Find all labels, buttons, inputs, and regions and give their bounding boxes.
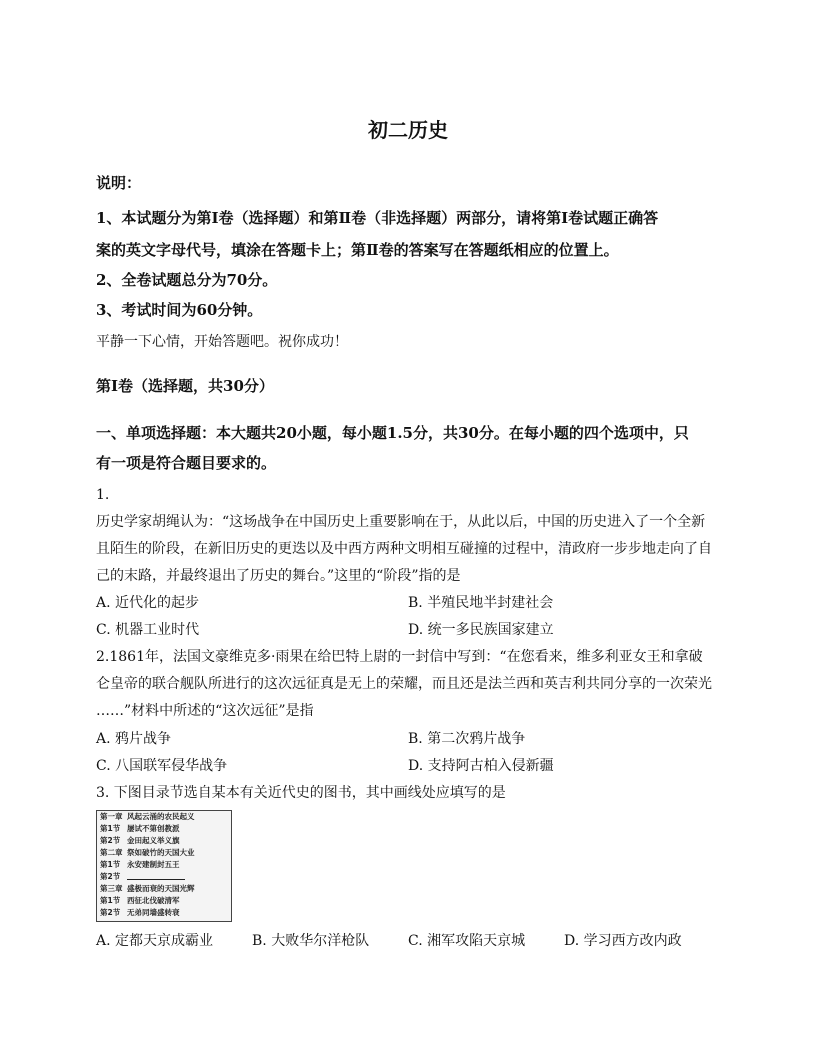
q2-stem-line-1: 2.1861年，法国文豪维克多·雨果在给巴特上尉的一封信中写到：“在您看来，维多利亚女王和拿破 — [96, 649, 703, 665]
q1-stem-line-2: 且陌生的阶段，在新旧历史的更迭以及中西方两种文明相互碰撞的过程中，清政府一步步地走向了自 — [96, 541, 712, 557]
fill-in-blank-line — [127, 872, 185, 880]
section1-heading-line-1: 一、单项选择题：本大题共20小题，每小题1.5分，共30分。在每小题的四个选项中，只 — [96, 424, 689, 442]
instruction-item-1-line-2: 案的英文字母代号，填涂在答题卡上；第Ⅱ卷的答案写在答题纸相应的位置上。 — [96, 241, 619, 259]
q2-option-c: C. 八国联军侵华战争 — [96, 758, 228, 774]
q1-option-a: A. 近代化的起步 — [96, 595, 200, 611]
q1-stem-line-1: 历史学家胡绳认为：“这场战争在中国历史上重要影响在于，从此以后，中国的历史进入了一个全新 — [96, 514, 706, 530]
part1-heading: 第Ⅰ卷（选择题，共30分） — [96, 377, 274, 395]
instructions-heading: 说明： — [96, 174, 142, 192]
toc-row: 第二章 祭如破竹的天国大业 — [100, 848, 195, 857]
encouragement-text: 平静一下心情，开始答题吧。祝你成功！ — [96, 334, 348, 350]
toc-row-blank: 第2节 — [100, 872, 185, 882]
q1-stem-line-3: 己的末路，并最终退出了历史的舞台。”这里的“阶段”指的是 — [96, 568, 461, 584]
toc-row: 第1节 西征北伐破清军 — [100, 896, 180, 905]
instruction-item-1-line-1: 1、本试题分为第Ⅰ卷（选择题）和第Ⅱ卷（非选择题）两部分，请将第Ⅰ卷试题正确答 — [96, 209, 659, 227]
q2-option-a: A. 鸦片战争 — [96, 731, 172, 747]
q3-stem: 3. 下图目录节选自某本有关近代史的图书，其中画线处应填写的是 — [96, 785, 506, 801]
q1-option-c: C. 机器工业时代 — [96, 622, 200, 638]
q1-number: 1. — [96, 487, 110, 503]
q3-option-a: A. 定都天京成霸业 — [96, 933, 214, 949]
toc-row: 第1节 屡试不第创教派 — [100, 824, 180, 833]
q3-option-d: D. 学习西方改内政 — [564, 933, 682, 949]
toc-row: 第三章 盛极而衰的天国光辉 — [100, 884, 195, 893]
q2-stem-line-3: ……”材料中所述的“这次远征”是指 — [96, 703, 314, 719]
instruction-item-2: 2、全卷试题总分为70分。 — [96, 271, 278, 289]
book-table-of-contents-image — [96, 810, 232, 922]
page-title: 初二历史 — [368, 118, 448, 142]
toc-row: 第一章 风起云涌的农民起义 — [100, 812, 195, 821]
q2-option-d: D. 支持阿古柏入侵新疆 — [408, 758, 554, 774]
q3-option-c: C. 湘军攻陷天京城 — [408, 933, 526, 949]
toc-row: 第1节 永安建制封五王 — [100, 860, 180, 869]
q1-option-d: D. 统一多民族国家建立 — [408, 622, 554, 638]
q1-option-b: B. 半殖民地半封建社会 — [408, 595, 554, 611]
q3-option-b: B. 大败华尔洋枪队 — [252, 933, 370, 949]
toc-row: 第2节 无弟同墙盛转衰 — [100, 908, 180, 917]
q2-stem-line-2: 仑皇帝的联合舰队所进行的这次远征真是无上的荣耀，而且还是法兰西和英吉利共同分享的一次荣光 — [96, 676, 712, 692]
toc-row: 第2节 金田起义举义旗 — [100, 836, 180, 845]
section1-heading-line-2: 有一项是符合题目要求的。 — [96, 454, 277, 472]
q2-option-b: B. 第二次鸦片战争 — [408, 731, 526, 747]
instruction-item-3: 3、考试时间为60分钟。 — [96, 301, 263, 319]
